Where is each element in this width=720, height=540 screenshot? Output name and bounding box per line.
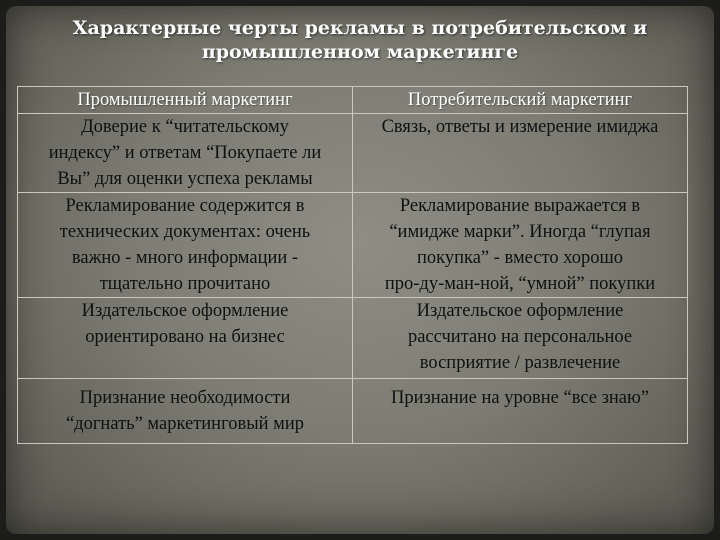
table-row bbox=[18, 379, 688, 444]
cell-consumer bbox=[353, 193, 688, 298]
table-row bbox=[18, 298, 688, 379]
header-consumer: Потребительский маркетинг bbox=[353, 87, 688, 114]
cell-consumer: Издательское оформление рассчитано на персональное восприятие / развлечение bbox=[353, 298, 688, 379]
cell-industrial: Доверие к “читательскому индексу” и ответам “Покупаете ли Вы” для оценки успеха рекламы bbox=[18, 114, 353, 193]
header-industrial: Промышленный маркетинг bbox=[18, 87, 353, 114]
cell-industrial: Издательское оформление ориентировано на бизнес bbox=[18, 298, 353, 379]
slide-title: Характерные черты рекламы в потребительском и промышленном маркетинге bbox=[72, 17, 648, 63]
table-header-row bbox=[18, 87, 688, 114]
cell-industrial: Рекламирование содержится в технических документах: очень важно - много информации - тщательно прочитано bbox=[18, 193, 353, 298]
cell-consumer: Связь, ответы и измерение имиджа bbox=[353, 114, 688, 193]
cell-industrial: Признание необходимости “догнать” маркетинговый мир bbox=[18, 379, 353, 444]
table-row bbox=[18, 193, 688, 298]
cell-consumer: Признание на уровне “все знаю” bbox=[353, 379, 688, 444]
cell-consumer-text: Рекламирование выражается в “имидже марки”. Иногда “глупая покупка” - вместо хорошо про-ду-ман-ной, “умной” покупки bbox=[384, 196, 656, 294]
table-row bbox=[18, 114, 688, 193]
comparison-table bbox=[17, 86, 688, 444]
